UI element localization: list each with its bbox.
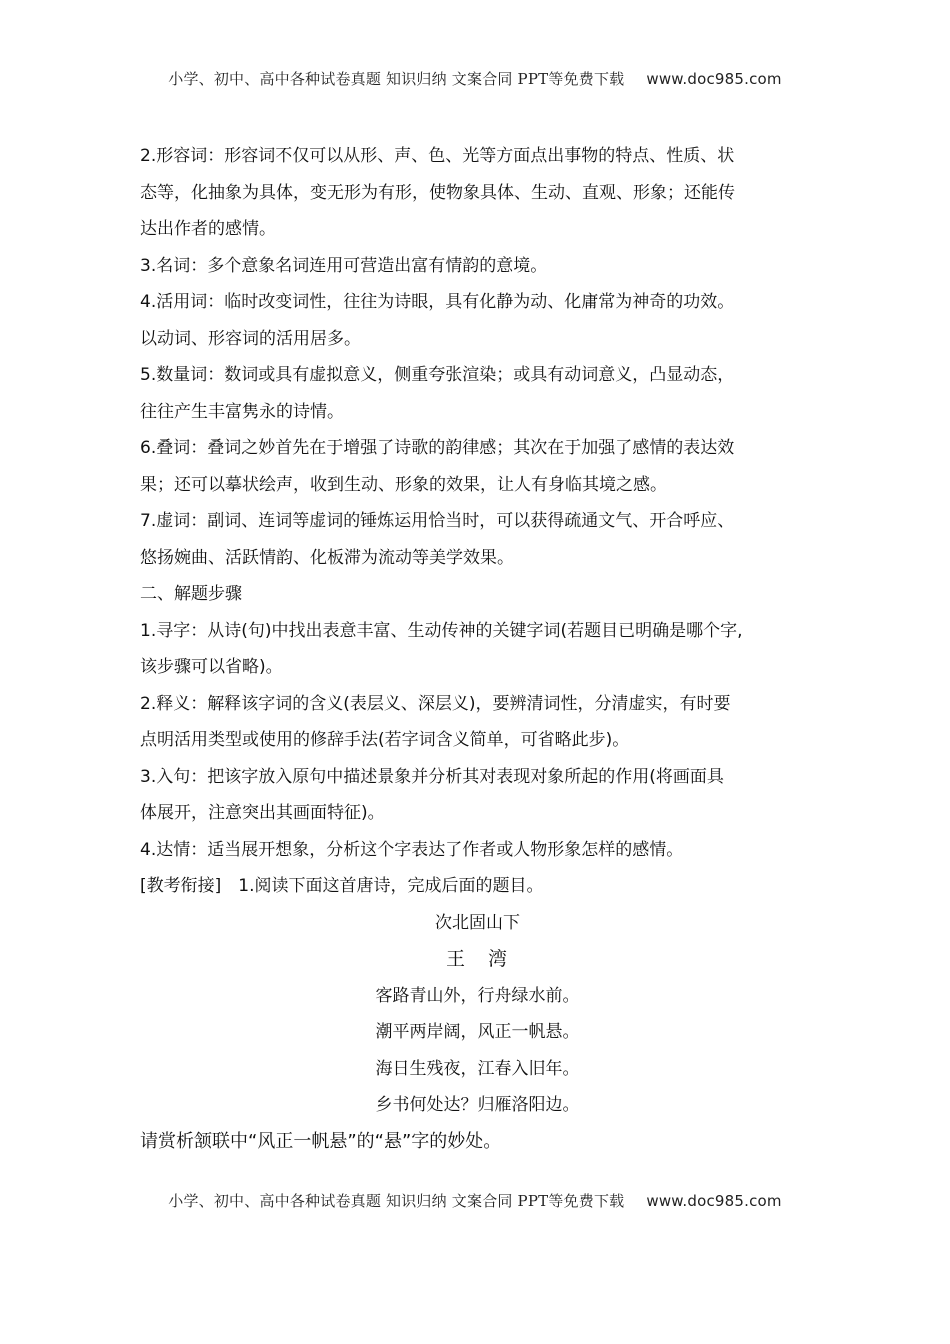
body-line: 2.释义：解释该字词的含义(表层义、深层义)，要辨清词性，分清虚实，有时要 [140, 693, 731, 714]
body-line: 3.名词：多个意象名词连用可营造出富有情韵的意境。 [140, 255, 548, 276]
body-line: 4.活用词：临时改变词性，往往为诗眼，具有化静为动、化庸常为神奇的功效。 [140, 292, 735, 312]
body-line: 该步骤可以省略)。 [140, 657, 283, 677]
body-line: 5.数量词：数词或具有虚拟意义，侧重夸张渲染；或具有动词意义，凸显动态， [140, 365, 735, 385]
header-text: 小学、初中、高中各种试卷真题 知识归纳 文案合同 PPT等免费下载 [168, 70, 625, 88]
body-line: 4.达情：适当展开想象，分析这个字表达了作者或人物形象怎样的感情。 [140, 839, 684, 860]
body-line: 1.寻字：从诗(句)中找出表意丰富、生动传神的关键字词(若题目已明确是哪个字, [140, 620, 743, 641]
page-footer [0, 1190, 950, 1211]
body-line: 态等，化抽象为具体，变无形为有形，使物象具体、生动、直观、形象；还能传 [140, 182, 735, 203]
poem-line: 乡书何处达？归雁洛阳边。 [375, 1095, 580, 1115]
footer-site-link[interactable]: www.doc985.com [646, 1192, 782, 1210]
page-header [0, 68, 950, 89]
body-line: 2.形容词：形容词不仅可以从形、声、色、光等方面点出事物的特点、性质、状 [140, 146, 735, 166]
body-line: 7.虚词：副词、连词等虚词的锤炼运用恰当时，可以获得疏通文气、开合呼应、 [140, 511, 735, 531]
exercise-intro: [教考衔接] 1.阅读下面这首唐诗，完成后面的题目。 [140, 876, 544, 896]
body-line: 体展开，注意突出其画面特征)。 [140, 803, 385, 823]
body-line: 往往产生丰富隽永的诗情。 [140, 401, 344, 422]
poem-author: 王 湾 [445, 948, 509, 970]
header-site-link[interactable]: www.doc985.com [646, 70, 782, 88]
body-line: 3.入句：把该字放入原句中描述景象并分析其对表现对象所起的作用(将画面具 [140, 766, 724, 787]
section-heading: 二、解题步骤 [140, 584, 242, 604]
poem-line: 海日生残夜，江春入旧年。 [375, 1058, 580, 1079]
body-line: 点明活用类型或使用的修辞手法(若字词含义简单，可省略此步)。 [140, 730, 630, 750]
poem-title: 次北固山下 [435, 912, 520, 933]
poem-line: 客路青山外，行舟绿水前。 [375, 985, 580, 1006]
body-line: 达出作者的感情。 [140, 219, 276, 239]
body-line: 果；还可以摹状绘声，收到生动、形象的效果，让人有身临其境之感。 [140, 474, 667, 495]
body-line: 悠扬婉曲、活跃情韵、化板滞为流动等美学效果。 [140, 547, 514, 568]
poem-line: 潮平两岸阔，风正一帆悬。 [375, 1022, 580, 1042]
body-line: 以动词、形容词的活用居多。 [140, 328, 361, 349]
question-text: 请赏析颔联中“风正一帆悬”的“悬”字的妙处。 [140, 1130, 502, 1152]
body-line: 6.叠词：叠词之妙首先在于增强了诗歌的韵律感；其次在于加强了感情的表达效 [140, 438, 735, 458]
footer-text: 小学、初中、高中各种试卷真题 知识归纳 文案合同 PPT等免费下载 [168, 1192, 625, 1210]
document-body [140, 138, 815, 1160]
